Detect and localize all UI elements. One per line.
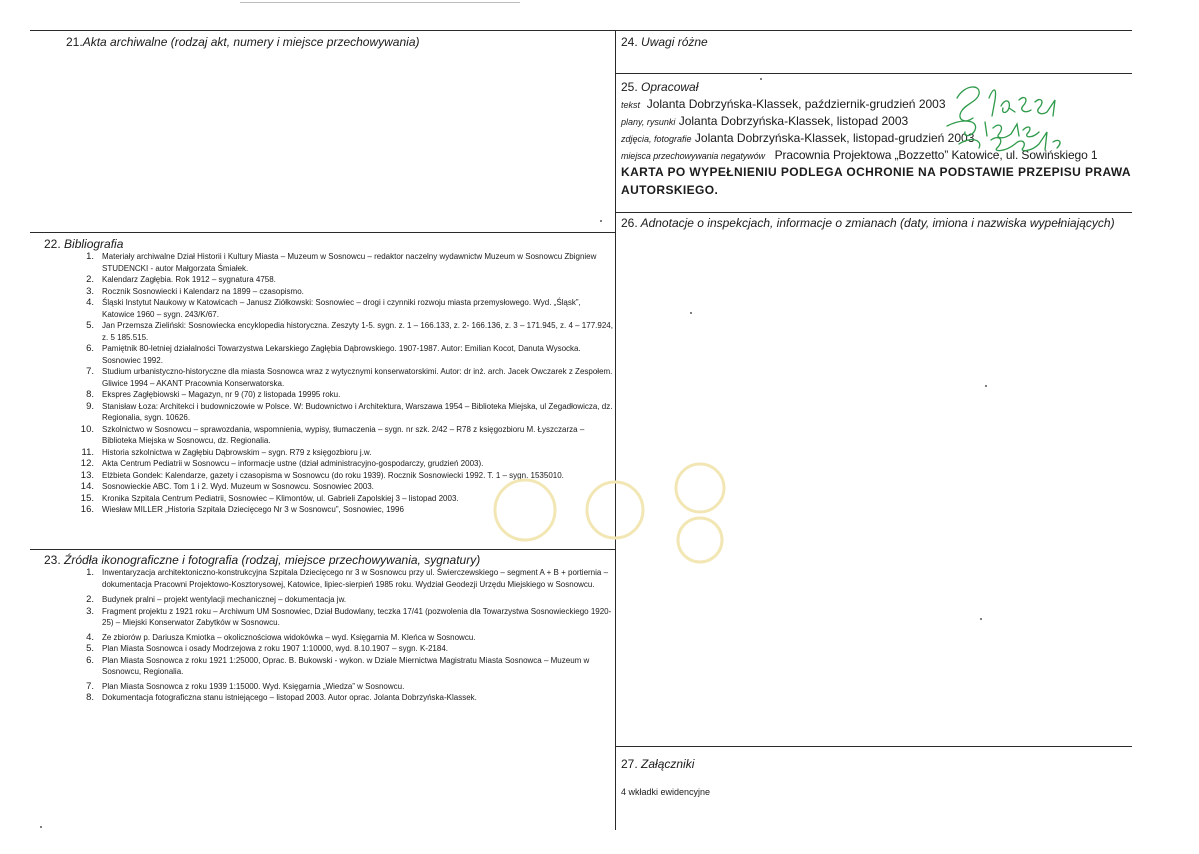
section-21-number: 21. (66, 35, 83, 49)
section-22-header (44, 237, 123, 251)
scan-speck (690, 312, 692, 314)
section-22-title: Bibliografia (64, 237, 124, 251)
item-text: Wiesław MILLER „Historia Szpitala Dziecięcego Nr 3 w Sosnowcu”, Sosnowiec, 1996 (102, 505, 404, 514)
item-text: Inwentaryzacja architektoniczno-konstrukcyjna Szpitala Dziecięcego nr 3 w Sosnowcu przy ul. Świerczewskiego – segment A + B + portiernia – dokumentacja Pracowni Projektowo-Kosztorysowej, Katowice, lipiec-sierpień 1985 roku. Wydział Geodezji Urzędu Miejskiego w Sosnowcu. (102, 568, 609, 589)
item-number: 5. (86, 320, 94, 331)
list-item (40, 643, 613, 655)
item-number: 11. (81, 446, 94, 458)
rule-24-25 (616, 73, 1132, 74)
list-item (40, 251, 613, 274)
section-21-header (66, 35, 419, 49)
item-number: 15. (80, 492, 94, 504)
item-text: Historia szkolnictwa w Zagłębiu Dąbrowskim – sygn. R79 z księgozbioru j.w. (102, 447, 372, 457)
section-26-title: Adnotacje o inspekcjach, informacje o zmianach (daty, imiona i nazwiska wypełniających) (640, 216, 1115, 230)
item-number: 16. (80, 504, 94, 515)
section-24-header (621, 35, 708, 49)
item-number: 2. (86, 594, 94, 605)
item-number: 8. (86, 692, 94, 703)
item-text: Ze zbiorów p. Dariusza Kmiotka – okolicznościowa widokówka – wyd. Księgarnia M. Kleńca w Sosnowcu. (102, 632, 476, 642)
list-item (40, 681, 613, 693)
item-number: 4. (86, 297, 94, 308)
item-text: Pamiętnik 80-letniej działalności Towarzystwa Lekarskiego Zagłębia Dąbrowskiego. 1907-1987. Autor: Emilian Kocot, Danuta Wysocka. Sosnowiec 1992. (102, 344, 581, 365)
copyright-notice: KARTA PO WYPEŁNIENIU PODLEGA OCHRONIE NA PODSTAWIE PRZEPISU PRAWA AUTORSKIEGO. (621, 165, 1131, 197)
section-25-number: 25. (621, 80, 638, 94)
item-text: Ekspres Zagłębiowski – Magazyn, nr 9 (70) z listopada 19995 roku. (102, 390, 341, 399)
row-value: Jolanta Dobrzyńska-Klassek, listopad 2003 (678, 114, 909, 128)
section-22-number: 22. (44, 237, 61, 251)
section-24-number: 24. (621, 35, 638, 49)
row-value: Jolanta Dobrzyńska-Klassek, listopad-grudzień 2003 (694, 131, 975, 145)
item-text: Kronika Szpitala Centrum Pediatrii, Sosnowiec – Klimontów, ul. Gabrieli Zapolskiej 3 – listopad 2003. (102, 493, 459, 503)
section-27-number: 27. (621, 757, 638, 771)
item-text: Dokumentacja fotograficzna stanu istniejącego – listopad 2003. Autor oprac. Jolanta Dobrzyńska-Klassek. (102, 693, 477, 702)
item-text: Śląski Instytut Naukowy w Katowicach – Janusz Ziółkowski: Sosnowiec – drogi i czynniki rozwoju miasta przemysłowego. Wyd. „Śląsk”, Katowice 1960 – sygn. 243/K/67. (102, 298, 581, 319)
scan-speck (760, 78, 762, 80)
item-text: Akta Centrum Pediatrii w Sosnowcu – informacje ustne (dział administracyjno-gospodarczy, grudzień 2003). (102, 459, 484, 468)
item-text: Fragment projektu z 1921 roku – Archiwum UM Sosnowiec, Dział Budowlany, teczka 17/41 (pozwolenia dla Towarzystwa Sosnowieckiego 1920-25) – Miejski Konserwator Zabytków w Sosnowcu. (102, 606, 612, 627)
iconography-list (40, 567, 613, 704)
item-number: 3. (86, 285, 94, 297)
section-23-title: Źródła ikonograficzne i fotografia (rodzaj, miejsce przechowywania, sygnatury) (64, 553, 481, 567)
item-text: Plan Miasta Sosnowca z roku 1921 1:25000, Oprac. B. Bukowski - wykon. w Dziale Miernictwa Magistratu Miasta Sosnowca – Muzeum w Sosnowcu, Regionalia. (102, 655, 590, 676)
signature-icon (935, 78, 1085, 158)
item-number: 1. (86, 251, 94, 262)
list-item (40, 320, 613, 343)
list-item (40, 366, 613, 389)
scan-speck (40, 826, 42, 828)
list-item (40, 594, 613, 606)
row-label: miejsca przechowywania negatywów (621, 151, 765, 161)
section-23-header (44, 553, 480, 567)
item-text: Studium urbanistyczno-historyczne dla miasta Sosnowca wraz z wytycznymi konserwatorskimi. Autor: dr inż. arch. Jacek Owczarek z Zespołem. Gliwice 1994 – AKANT Pracownia Konserwatorska. (102, 367, 613, 388)
item-text: Materiały archiwalne Dział Historii i Kultury Miasta – Muzeum w Sosnowcu – redaktor naczelny wydawnictw Muzeum w Sosnowcu Zbigniew STUDENCKI - autor Małgorzata Śmiałek. (102, 252, 597, 273)
section-25-title: Opracował (641, 80, 699, 94)
item-number: 5. (86, 643, 94, 654)
item-number: 13. (80, 469, 94, 481)
scan-speck (980, 618, 982, 620)
scan-speck (600, 220, 602, 222)
list-item (40, 274, 613, 286)
item-text: Budynek pralni – projekt wentylacji mechanicznej – dokumentacja jw. (102, 595, 347, 604)
rule-26-27 (616, 746, 1132, 747)
item-text: Kalendarz Zagłębia. Rok 1912 – sygnatura 4758. (102, 275, 276, 284)
row-label: plany, rysunki (621, 117, 676, 127)
section-26-number: 26. (621, 216, 638, 230)
list-item (40, 692, 613, 704)
item-number: 7. (86, 366, 94, 377)
rule-21-22 (30, 232, 616, 233)
item-number: 10. (80, 423, 94, 435)
top-rule (30, 30, 1132, 31)
list-item (40, 297, 613, 320)
item-number: 14. (80, 481, 94, 492)
list-item (40, 401, 613, 424)
list-item (40, 655, 613, 678)
section-27-header (621, 757, 694, 771)
item-text: Jan Przemsza Zieliński: Sosnowiecka encyklopedia historyczna. Zeszyty 1-5. sygn. z. 1 – 166.133, z. 2- 166.136, z. 3 – 171.945, z. 4 – 177.924, z. 5 185.515. (102, 321, 613, 342)
item-text: Szkolnictwo w Sosnowcu – sprawozdania, wspomnienia, wypisy, tłumaczenia – sygn. nr szk. 2/42 – R78 z księgozbioru M. Łyszczarza – Biblioteka Miejska w Sosnowcu, dz. Regionalia. (102, 424, 585, 445)
section-26-header (621, 216, 1115, 230)
list-item (40, 286, 613, 298)
item-text: Sosnowieckie ABC. Tom 1 i 2. Wyd. Muzeum w Sosnowcu. Sosnowiec 2003. (102, 482, 374, 491)
item-number: 4. (86, 631, 94, 643)
scan-speck (985, 385, 987, 387)
scan-top-mark (240, 2, 520, 3)
item-number: 6. (86, 343, 94, 354)
item-number: 1. (86, 567, 94, 578)
list-item (40, 632, 613, 644)
section-25-header (621, 80, 698, 94)
section-24-title: Uwagi różne (641, 35, 708, 49)
column-divider (615, 30, 616, 830)
item-text: Plan Miasta Sosnowca i osady Modrzejowa z roku 1907 1:10000, wyd. 8.10.1907 – sygn. K-2184. (102, 644, 448, 653)
item-number: 2. (86, 274, 94, 285)
item-number: 8. (86, 389, 94, 400)
item-text: Elżbieta Gondek: Kalendarze, gazety i czasopisma w Sosnowcu (do roku 1939). Rocznik Sosnowiecki 1992. T. 1 – sygn. 1535010. (102, 470, 564, 480)
list-item (40, 606, 613, 629)
rule-25-26 (616, 212, 1132, 213)
row-label: tekst (621, 100, 641, 110)
list-item (40, 389, 613, 401)
item-number: 6. (86, 654, 94, 666)
item-number: 12. (80, 458, 94, 469)
list-item (40, 343, 613, 366)
item-text: Rocznik Sosnowiecki i Kalendarz na 1899 – czasopismo. (102, 286, 304, 296)
row-label: zdjęcia, fotografie (621, 134, 692, 144)
section-23-number: 23. (44, 553, 61, 567)
item-number: 3. (86, 605, 94, 617)
section-27-title: Załączniki (641, 757, 695, 771)
item-number: 7. (86, 680, 94, 692)
stamp-icon (470, 440, 770, 580)
item-text: Stanisław Łoza: Architekci i budowniczowie w Polsce. W: Budownictwo i Architektura, Warszawa 1954 – Biblioteka Miejska, ul Zegadłowicza, dz. Regionalia, sygn. 10626. (102, 401, 613, 422)
row-value: Pracownia Projektowa „Bozzetto” Katowice, ul. Sowińskiego 1 (774, 148, 1098, 162)
item-number: 9. (86, 400, 94, 412)
item-text: Plan Miasta Sosnowca z roku 1939 1:15000. Wyd. Księgarnia „Wiedza” w Sosnowcu. (102, 681, 405, 691)
section-21-title: Akta archiwalne (rodzaj akt, numery i miejsce przechowywania) (82, 35, 420, 49)
attachments-text: 4 wkładki ewidencyjne (621, 787, 711, 797)
row-value: Jolanta Dobrzyńska-Klassek, październik-grudzień 2003 (646, 97, 946, 111)
